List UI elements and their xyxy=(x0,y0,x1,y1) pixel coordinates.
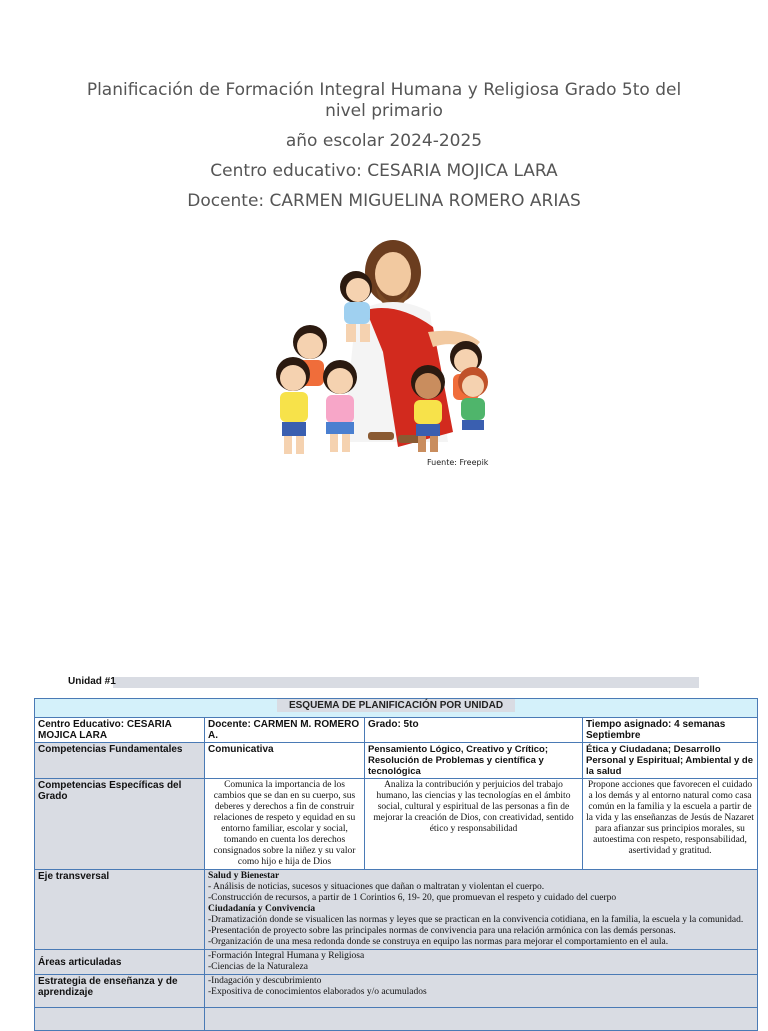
table-heading: ESQUEMA DE PLANIFICACIÓN POR UNIDAD xyxy=(277,699,515,712)
docente-cell: Docente: CARMEN M. ROMERO A. xyxy=(205,718,365,743)
eje-heading-ciudadania: Ciudadanía y Convivencia xyxy=(208,904,316,914)
school-year: año escolar 2024-2025 xyxy=(285,131,483,151)
eje-item: -Organización de una mesa redonda donde se construya en equipo las normas para mejorar el comportamiento en el aula. xyxy=(208,937,669,947)
unidad-label: Unidad #1 xyxy=(68,676,116,687)
table-row xyxy=(35,718,758,743)
school-name: Centro educativo: CESARIA MOJICA LARA xyxy=(210,161,558,181)
estrategia-item: -Indagación y descubrimiento xyxy=(208,976,322,986)
table-row xyxy=(35,975,758,1008)
competencia-comunicativa: Comunicativa xyxy=(205,743,365,779)
document-header xyxy=(0,80,768,212)
tiempo-cell: Tiempo asignado: 4 semanas Septiembre xyxy=(583,718,758,743)
grado-cell: Grado: 5to xyxy=(365,718,583,743)
competencias-especificas-label: Competencias Específicas del Grado xyxy=(35,779,205,870)
competencia-especifica-2: Analiza la contribución y perjuicios del trabajo humano, las ciencias y las tecnologías en el ámbito social, cultural y espiritual de las personas a fin de mejorar la creación de Dios, con creatividad, sentido ético y responsabilidad xyxy=(365,779,583,870)
area-item: -Ciencias de la Naturaleza xyxy=(208,962,308,972)
areas-label: Áreas articuladas xyxy=(35,950,205,975)
table-row xyxy=(35,950,758,975)
competencia-etica: Ética y Ciudadana; Desarrollo Personal y Espiritual; Ambiental y de la salud xyxy=(583,743,758,779)
table-row xyxy=(35,743,758,779)
estrategia-label: Estrategia de enseñanza y de aprendizaje xyxy=(35,975,205,1008)
competencias-fundamentales-label: Competencias Fundamentales xyxy=(35,743,205,779)
competencia-especifica-1: Comunica la importancia de los cambios que se dan en su cuerpo, sus deberes y derechos a fin de construir relaciones de respeto y equidad en su entorno familiar, escolar y social, tomando en cuenta los derechos consignados sobre la niñez y su valor como hijo e hija de Dios xyxy=(205,779,365,870)
planning-table xyxy=(34,698,758,1031)
teacher-name: Docente: CARMEN MIGUELINA ROMERO ARIAS xyxy=(187,191,581,211)
table-row xyxy=(35,870,758,950)
eje-heading-salud: Salud y Bienestar xyxy=(208,871,280,881)
estrategia-content xyxy=(205,975,758,1008)
areas-content xyxy=(205,950,758,975)
table-row xyxy=(35,1008,758,1031)
eje-item: -Presentación de proyecto sobre las principales normas de convivencia para una relación armónica con las demás personas. xyxy=(208,926,676,936)
eje-transversal-label: Eje transversal xyxy=(35,870,205,950)
table-heading-row xyxy=(35,699,758,718)
table-row xyxy=(35,779,758,870)
eje-transversal-content xyxy=(205,870,758,950)
image-credit: Fuente: Freepik xyxy=(427,458,489,467)
competencia-pensamiento: Pensamiento Lógico, Creativo y Crítico; Resolución de Problemas y científica y tecnológica xyxy=(365,743,583,779)
eje-item: -Dramatización donde se visualicen las normas y leyes que se practican en la convivencia cotidiana, en la familia, la escuela y la comunidad. xyxy=(208,915,744,925)
document-title: Planificación de Formación Integral Humana y Religiosa Grado 5to del nivel primario xyxy=(86,80,682,121)
competencia-especifica-3: Propone acciones que favorecen el cuidado a los demás y al entorno natural como casa común en la familia y la escuela a partir de la vida y las enseñanzas de Jesús de Nazaret para afianzar sus principios morales, su autoestima con respeto, responsabilidad, asertividad y gratitud. xyxy=(583,779,758,870)
jesus-with-children-illustration xyxy=(248,232,518,472)
next-row-label xyxy=(35,1008,205,1031)
eje-item: -Construcción de recursos, a partir de 1 Corintios 6, 19- 20, que promuevan el respeto y cuidado del cuerpo xyxy=(208,893,617,903)
area-item: -Formación Integral Humana y Religiosa xyxy=(208,951,365,961)
centro-cell: Centro Educativo: CESARIA MOJICA LARA xyxy=(35,718,205,743)
eje-item: - Análisis de noticias, sucesos y situaciones que dañan o maltratan y violentan el cuerpo. xyxy=(208,882,545,892)
next-row-content xyxy=(205,1008,758,1031)
estrategia-item: -Expositiva de conocimientos elaborados y/o acumulados xyxy=(208,987,427,997)
unidad-bar xyxy=(113,677,699,688)
